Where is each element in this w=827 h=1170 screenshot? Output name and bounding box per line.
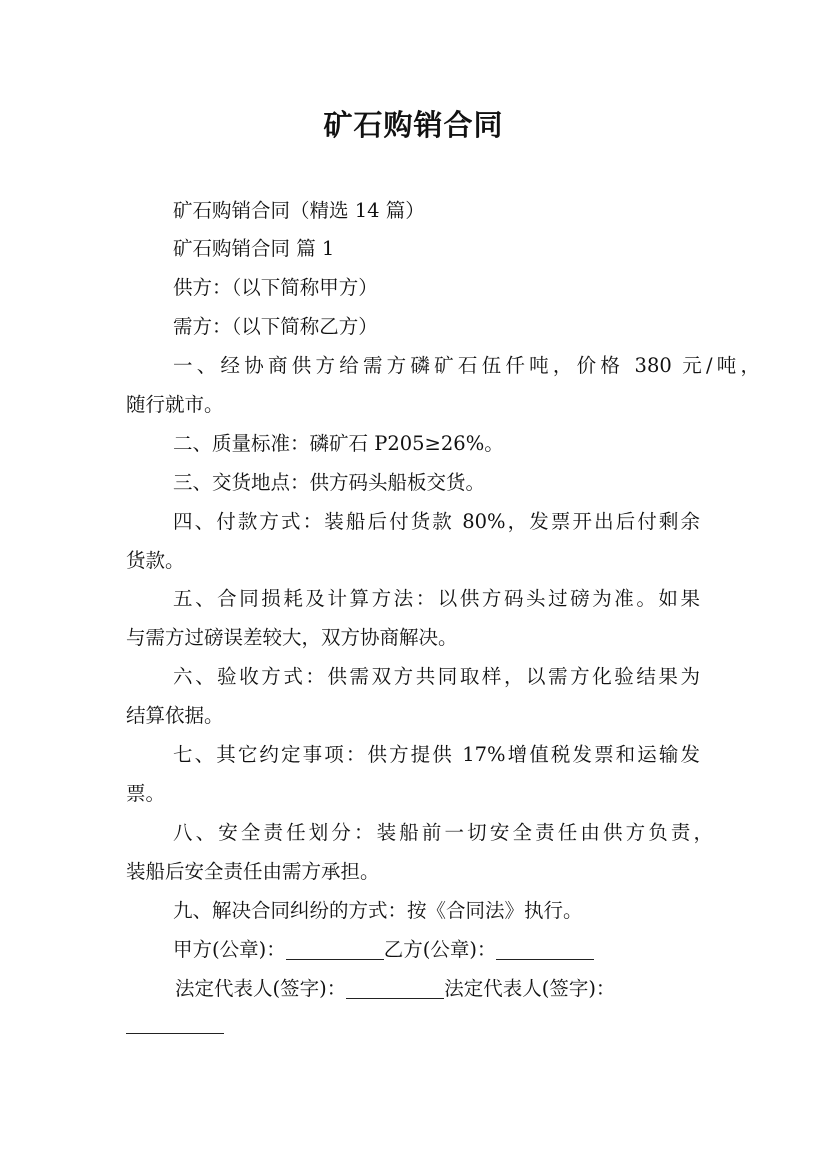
supplier-line: 供方：（以下简称甲方） [173,276,378,299]
clause-5-line-1: 五、合同损耗及计算方法：以供方码头过磅为准。如果 [173,587,700,610]
buyer-line: 需方：（以下简称乙方） [173,315,378,338]
document-title: 矿石购销合同 [323,108,504,142]
party-a-seal-blank [286,939,384,960]
party-b-rep-label: 法定代表人(签字)： [444,977,616,1000]
party-b-rep-blank [126,1033,224,1034]
party-b-seal-blank [496,939,594,960]
clause-8-line-2: 装船后安全责任由需方承担。 [126,860,380,883]
clause-8-line-1: 八、安全责任划分：装船前一切安全责任由供方负责， [173,821,713,844]
clause-3: 三、交货地点：供方码头船板交货。 [173,471,486,494]
clause-9: 九、解决合同纠纷的方式：按《合同法》执行。 [173,899,583,922]
clause-6-line-2: 结算依据。 [126,704,224,727]
clause-7-line-1: 七、其它约定事项：供方提供 17%增值税发票和运输发 [173,743,700,766]
party-a-rep-blank [346,978,444,999]
clause-4-line-1: 四、付款方式：装船后付货款 80%，发票开出后付剩余 [173,510,700,533]
party-a-seal-label: 甲方(公章)： [173,938,286,961]
document-subtitle: 矿石购销合同（精选 14 篇） [173,199,425,222]
section-heading: 矿石购销合同 篇 1 [173,237,335,260]
clause-2: 二、质量标准：磷矿石 P205≥26%。 [173,432,504,455]
clause-6-line-1: 六、验收方式：供需双方共同取样，以需方化验结果为 [173,665,700,688]
clause-1-line-2: 随行就市。 [126,393,224,416]
clause-4-line-2: 货款。 [126,549,185,572]
signature-representatives [175,975,615,1003]
party-a-rep-label: 法定代表人(签字)： [175,977,347,1000]
clause-5-line-2: 与需方过磅误差较大，双方协商解决。 [126,626,458,649]
signature-company-seals [173,936,594,964]
clause-7-line-2: 票。 [126,782,166,805]
party-b-seal-label: 乙方(公章)： [383,938,497,961]
clause-1-line-1: 一、经协商供方给需方磷矿石伍仟吨，价格 380 元/吨， [173,354,760,377]
